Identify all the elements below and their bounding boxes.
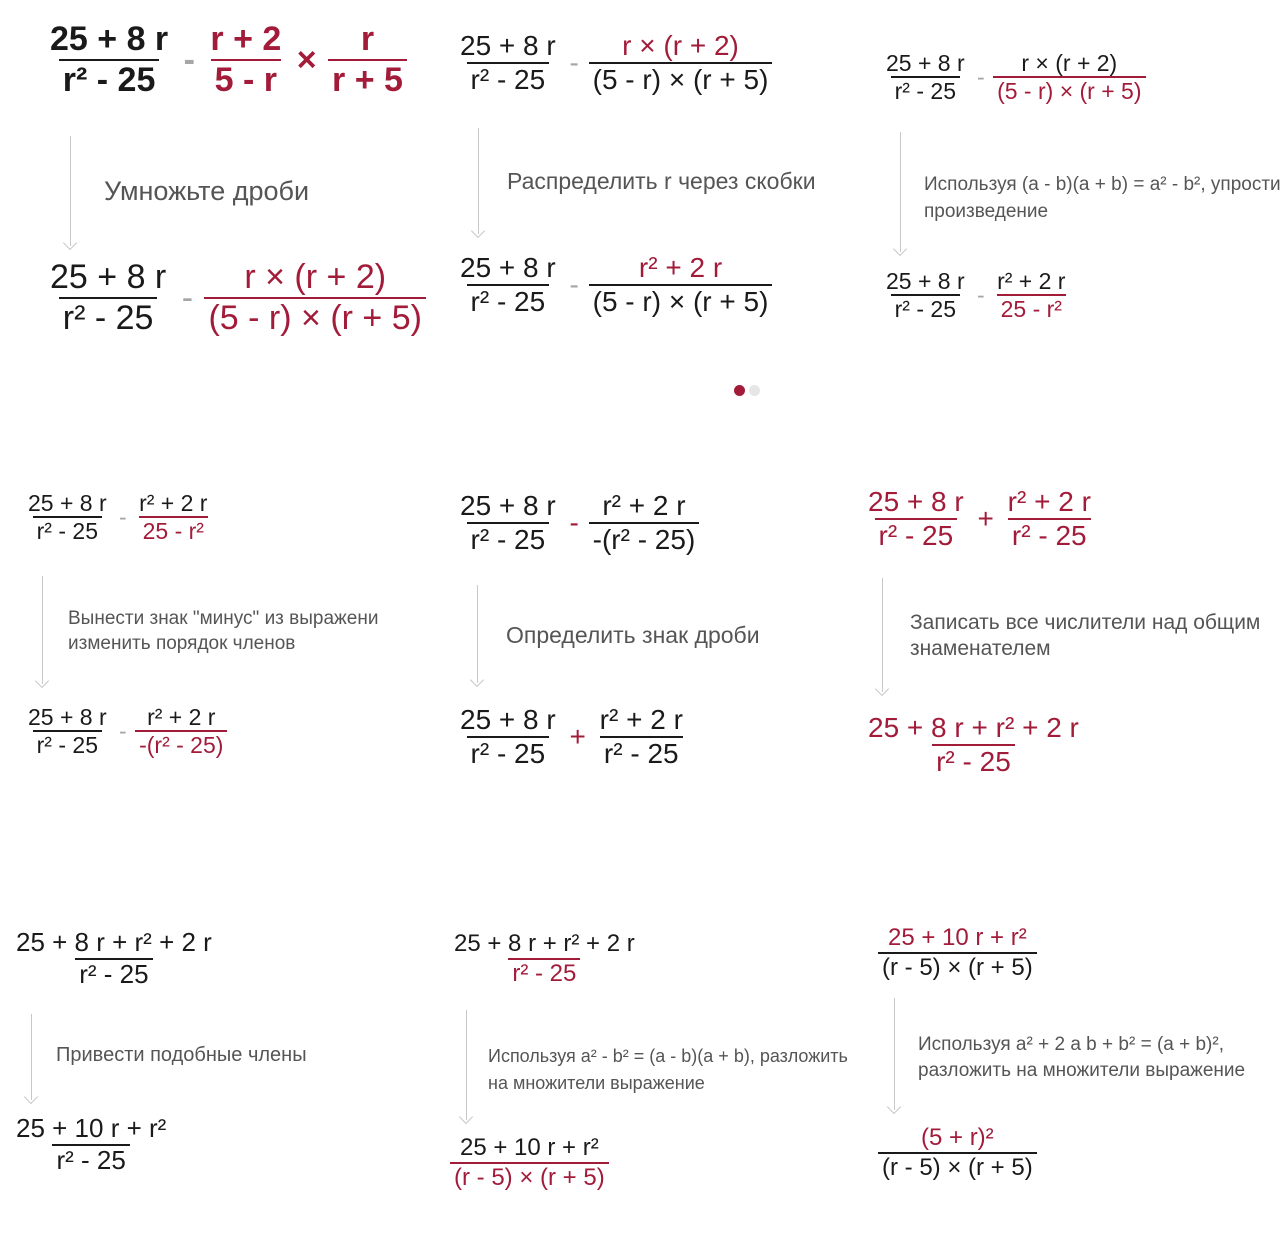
expression-before (46, 20, 407, 100)
expression-after (12, 1114, 170, 1176)
step-description: Умножьте дроби (104, 176, 310, 206)
expression-after (24, 704, 227, 759)
denominator: r² - 25 (59, 59, 160, 100)
denominator: (r - 5) × (r + 5) (878, 952, 1037, 982)
fraction (24, 704, 111, 759)
numerator: 25 + 8 r + r² + 2 r (16, 927, 212, 957)
numerator: r² + 2 r (997, 268, 1066, 294)
step-description-line2: разложить на множители выражение (918, 1060, 1246, 1081)
denominator: (5 - r) × (r + 5) (589, 284, 773, 318)
operator: - (119, 717, 127, 744)
fraction (24, 490, 111, 545)
arrow-down-icon (877, 578, 889, 694)
step-description: Привести подобные члены (56, 1044, 307, 1066)
fraction (456, 704, 560, 770)
expression-before (878, 924, 1037, 981)
step-description: Вынести знак "минус" из выражени (68, 608, 379, 629)
fraction (596, 704, 687, 770)
fraction (878, 1124, 1037, 1181)
fraction (882, 50, 969, 105)
expression-after (456, 252, 772, 318)
denominator: (5 - r) × (r + 5) (204, 297, 425, 338)
fraction (456, 252, 560, 318)
step-description: Используя a² - b² = (a - b)(a + b), разложить (488, 1046, 848, 1066)
denominator: r² - 25 (600, 736, 683, 770)
numerator: 25 + 8 r (886, 268, 965, 294)
expression-after (878, 1124, 1037, 1181)
denominator: (5 - r) × (r + 5) (993, 76, 1145, 104)
denominator: r + 5 (328, 59, 407, 100)
fraction (135, 704, 227, 759)
denominator: r² - 25 (33, 516, 102, 544)
denominator: r² - 25 (875, 518, 958, 552)
numerator: 25 + 10 r + r² (16, 1113, 167, 1143)
fraction (589, 30, 773, 96)
step-description: Используя a² + 2 a b + b² = (a + b)², (918, 1034, 1224, 1055)
fraction (12, 1114, 170, 1176)
denominator: r² - 25 (508, 958, 580, 988)
operator: - (569, 47, 579, 79)
operator: - (119, 503, 127, 530)
step-description-line2: изменить порядок членов (68, 633, 296, 654)
numerator: r² + 2 r (602, 490, 686, 521)
denominator: r² - 25 (75, 958, 152, 990)
step-description-line2: знаменателем (910, 637, 1051, 660)
operator: + (977, 503, 994, 535)
fraction (206, 20, 285, 100)
page-dot[interactable] (749, 385, 760, 396)
numerator: (5 + r)² (921, 1124, 994, 1151)
fraction (882, 268, 969, 323)
numerator: 25 + 8 r (460, 704, 556, 735)
numerator: r × (r + 2) (622, 30, 739, 61)
fraction (450, 1134, 609, 1191)
denominator: r² - 25 (932, 744, 1015, 778)
numerator: 25 + 8 r + r² + 2 r (868, 712, 1079, 743)
fraction (993, 268, 1069, 323)
numerator: 25 + 8 r (28, 490, 107, 516)
numerator: r² + 2 r (139, 490, 208, 516)
fraction (589, 490, 700, 556)
numerator: 25 + 8 r (50, 20, 169, 58)
denominator: 5 - r (211, 59, 281, 100)
pagination-dots (734, 383, 764, 401)
denominator: r² - 25 (891, 76, 960, 104)
denominator: r² - 25 (1008, 518, 1091, 552)
numerator: 25 + 8 r (50, 258, 167, 296)
expression-after (450, 1134, 609, 1191)
numerator: 25 + 8 r (460, 30, 556, 61)
numerator: 25 + 8 r + r² + 2 r (454, 930, 635, 957)
operator: - (977, 63, 985, 90)
operator: + (569, 721, 586, 753)
operator: × (296, 40, 317, 79)
fraction (589, 252, 773, 318)
numerator: r² + 2 r (147, 704, 216, 730)
fraction (204, 258, 425, 338)
denominator: r² - 25 (467, 62, 550, 96)
denominator: -(r² - 25) (589, 522, 700, 556)
numerator: r² + 2 r (638, 252, 723, 283)
numerator: 25 + 8 r (868, 486, 964, 517)
operator: - (977, 281, 985, 308)
expression-before (864, 486, 1095, 552)
step-description: Используя (a - b)(a + b) = a² - b², упрости (924, 174, 1281, 195)
fraction (993, 50, 1145, 105)
numerator: 25 + 8 r (886, 50, 965, 76)
denominator: r² - 25 (52, 1144, 129, 1176)
arrow-down-icon (65, 136, 77, 248)
expression-after (864, 712, 1083, 778)
arrow-down-icon (472, 585, 484, 685)
operator: - (181, 278, 194, 317)
expression-before (882, 50, 1146, 105)
arrow-down-icon (26, 1014, 38, 1102)
fraction (456, 490, 560, 556)
denominator: r² - 25 (467, 522, 550, 556)
expression-before (456, 490, 699, 556)
denominator: (r - 5) × (r + 5) (878, 1152, 1037, 1182)
fraction (46, 258, 170, 338)
expression-before (12, 928, 216, 990)
expression-before (24, 490, 211, 545)
expression-before (450, 930, 639, 987)
fraction (328, 20, 407, 100)
step-description: Определить знак дроби (506, 622, 760, 648)
denominator: -(r² - 25) (135, 730, 227, 758)
numerator: 25 + 10 r + r² (887, 924, 1027, 951)
fraction (864, 486, 968, 552)
fraction (1004, 486, 1095, 552)
numerator: r + 2 (210, 20, 282, 58)
step-description: Распределить r через скобки (507, 168, 816, 194)
numerator: 25 + 10 r + r² (459, 1134, 599, 1161)
operator: - (183, 40, 195, 79)
arrow-down-icon (895, 132, 907, 254)
numerator: r² + 2 r (1007, 486, 1091, 517)
step-description-line2: произведение (924, 201, 1049, 222)
fraction (456, 30, 560, 96)
arrow-down-icon (473, 128, 485, 236)
expression-before (456, 30, 772, 96)
expression-after (46, 258, 426, 338)
denominator: r² - 25 (891, 294, 960, 322)
fraction (864, 712, 1083, 778)
fraction (46, 20, 172, 100)
denominator: r² - 25 (33, 730, 102, 758)
denominator: r² - 25 (467, 736, 550, 770)
denominator: r² - 25 (467, 284, 550, 318)
operator: - (569, 507, 579, 539)
denominator: r² - 25 (59, 297, 158, 338)
numerator: r × (r + 2) (244, 258, 387, 296)
numerator: 25 + 8 r (460, 490, 556, 521)
arrow-down-icon (889, 998, 901, 1112)
numerator: r² + 2 r (599, 704, 683, 735)
denominator: 25 - r² (139, 516, 208, 544)
page-dot-active[interactable] (734, 385, 745, 396)
denominator: 25 - r² (997, 294, 1066, 322)
fraction (135, 490, 211, 545)
step-description: Записать все числители над общим (910, 611, 1261, 634)
expression-after (456, 704, 687, 770)
numerator: 25 + 8 r (28, 704, 107, 730)
numerator: 25 + 8 r (460, 252, 556, 283)
arrow-down-icon (461, 1010, 473, 1122)
operator: - (569, 269, 579, 301)
expression-after (882, 268, 1069, 323)
fraction (12, 928, 216, 990)
denominator: (5 - r) × (r + 5) (589, 62, 773, 96)
numerator: r (360, 20, 375, 58)
denominator: (r - 5) × (r + 5) (450, 1162, 609, 1192)
fraction (450, 930, 639, 987)
numerator: r × (r + 2) (1021, 50, 1118, 76)
step-description-line2: на множители выражение (488, 1073, 705, 1093)
arrow-down-icon (37, 576, 49, 686)
fraction (878, 924, 1037, 981)
